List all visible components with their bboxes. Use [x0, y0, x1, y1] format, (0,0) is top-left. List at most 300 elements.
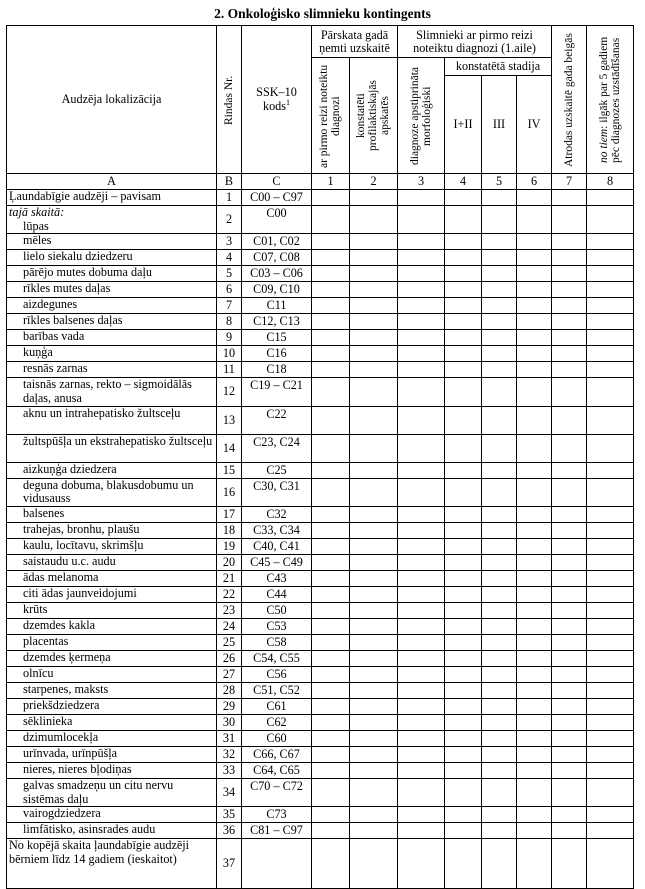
value-cell-col4[interactable] — [445, 730, 482, 746]
value-cell-col4[interactable] — [445, 506, 482, 522]
value-cell-col7[interactable] — [552, 282, 587, 298]
value-cell-col7[interactable] — [552, 378, 587, 406]
value-cell-col1[interactable] — [312, 666, 350, 682]
value-cell-col8[interactable] — [587, 234, 634, 250]
value-cell-col6[interactable] — [517, 434, 552, 462]
value-cell-col3[interactable] — [398, 618, 445, 634]
value-cell-col4[interactable] — [445, 314, 482, 330]
value-cell-col4[interactable] — [445, 346, 482, 362]
value-cell-col6[interactable] — [517, 634, 552, 650]
value-cell-col6[interactable] — [517, 746, 552, 762]
value-cell-col5[interactable] — [482, 478, 517, 506]
value-cell-col3[interactable] — [398, 698, 445, 714]
value-cell-col3[interactable] — [398, 462, 445, 478]
value-cell-col4[interactable] — [445, 538, 482, 554]
value-cell-col6[interactable] — [517, 682, 552, 698]
value-cell-col2[interactable] — [350, 282, 398, 298]
value-cell-col5[interactable] — [482, 634, 517, 650]
value-cell-col3[interactable] — [398, 478, 445, 506]
value-cell-col7[interactable] — [552, 823, 587, 839]
value-cell-col2[interactable] — [350, 406, 398, 434]
value-cell-col8[interactable] — [587, 746, 634, 762]
value-cell-col4[interactable] — [445, 602, 482, 618]
value-cell-col8[interactable] — [587, 206, 634, 234]
value-cell-col3[interactable] — [398, 362, 445, 378]
value-cell-col7[interactable] — [552, 346, 587, 362]
value-cell-col8[interactable] — [587, 618, 634, 634]
value-cell-col5[interactable] — [482, 586, 517, 602]
value-cell-col1[interactable] — [312, 807, 350, 823]
value-cell-col2[interactable] — [350, 314, 398, 330]
value-cell-col3[interactable] — [398, 266, 445, 282]
value-cell-col5[interactable] — [482, 250, 517, 266]
value-cell-col1[interactable] — [312, 634, 350, 650]
value-cell-col5[interactable] — [482, 807, 517, 823]
value-cell-col8[interactable] — [587, 462, 634, 478]
value-cell-col6[interactable] — [517, 602, 552, 618]
value-cell-col7[interactable] — [552, 730, 587, 746]
value-cell-col1[interactable] — [312, 434, 350, 462]
value-cell-col8[interactable] — [587, 378, 634, 406]
value-cell-col3[interactable] — [398, 586, 445, 602]
value-cell-col3[interactable] — [398, 807, 445, 823]
value-cell-col4[interactable] — [445, 554, 482, 570]
value-cell-col6[interactable] — [517, 650, 552, 666]
value-cell-col5[interactable] — [482, 538, 517, 554]
value-cell-col3[interactable] — [398, 682, 445, 698]
value-cell-col3[interactable] — [398, 730, 445, 746]
value-cell-col6[interactable] — [517, 714, 552, 730]
value-cell-col1[interactable] — [312, 746, 350, 762]
value-cell-col1[interactable] — [312, 330, 350, 346]
value-cell-col2[interactable] — [350, 634, 398, 650]
value-cell-col4[interactable] — [445, 298, 482, 314]
value-cell-col1[interactable] — [312, 762, 350, 778]
value-cell-col8[interactable] — [587, 282, 634, 298]
value-cell-col7[interactable] — [552, 762, 587, 778]
value-cell-col4[interactable] — [445, 478, 482, 506]
value-cell-col4[interactable] — [445, 330, 482, 346]
value-cell-col8[interactable] — [587, 250, 634, 266]
value-cell-col3[interactable] — [398, 602, 445, 618]
value-cell-col2[interactable] — [350, 807, 398, 823]
value-cell-col8[interactable] — [587, 762, 634, 778]
value-cell-col8[interactable] — [587, 698, 634, 714]
value-cell-col5[interactable] — [482, 666, 517, 682]
value-cell-col2[interactable] — [350, 190, 398, 206]
value-cell-col8[interactable] — [587, 682, 634, 698]
value-cell-col2[interactable] — [350, 730, 398, 746]
value-cell-col6[interactable] — [517, 570, 552, 586]
value-cell-col7[interactable] — [552, 234, 587, 250]
value-cell-col3[interactable] — [398, 434, 445, 462]
value-cell-col1[interactable] — [312, 522, 350, 538]
value-cell-col3[interactable] — [398, 234, 445, 250]
value-cell-col2[interactable] — [350, 554, 398, 570]
value-cell-col4[interactable] — [445, 682, 482, 698]
value-cell-col3[interactable] — [398, 522, 445, 538]
value-cell-col7[interactable] — [552, 330, 587, 346]
value-cell-col6[interactable] — [517, 314, 552, 330]
value-cell-col3[interactable] — [398, 314, 445, 330]
value-cell-col3[interactable] — [398, 346, 445, 362]
value-cell-col8[interactable] — [587, 314, 634, 330]
value-cell-col2[interactable] — [350, 462, 398, 478]
value-cell-col4[interactable] — [445, 839, 482, 889]
value-cell-col6[interactable] — [517, 666, 552, 682]
value-cell-col7[interactable] — [552, 746, 587, 762]
value-cell-col4[interactable] — [445, 250, 482, 266]
value-cell-col5[interactable] — [482, 206, 517, 234]
value-cell-col6[interactable] — [517, 839, 552, 889]
value-cell-col7[interactable] — [552, 570, 587, 586]
value-cell-col8[interactable] — [587, 506, 634, 522]
value-cell-col5[interactable] — [482, 462, 517, 478]
value-cell-col1[interactable] — [312, 298, 350, 314]
value-cell-col2[interactable] — [350, 506, 398, 522]
value-cell-col8[interactable] — [587, 714, 634, 730]
value-cell-col2[interactable] — [350, 714, 398, 730]
value-cell-col6[interactable] — [517, 282, 552, 298]
value-cell-col8[interactable] — [587, 190, 634, 206]
value-cell-col4[interactable] — [445, 190, 482, 206]
value-cell-col3[interactable] — [398, 190, 445, 206]
value-cell-col2[interactable] — [350, 330, 398, 346]
value-cell-col7[interactable] — [552, 314, 587, 330]
value-cell-col4[interactable] — [445, 206, 482, 234]
value-cell-col8[interactable] — [587, 666, 634, 682]
value-cell-col7[interactable] — [552, 586, 587, 602]
value-cell-col7[interactable] — [552, 682, 587, 698]
value-cell-col7[interactable] — [552, 698, 587, 714]
row-label: rīkles mutes daļas — [7, 282, 217, 298]
value-cell-col3[interactable] — [398, 570, 445, 586]
value-cell-col3[interactable] — [398, 506, 445, 522]
value-cell-col3[interactable] — [398, 666, 445, 682]
value-cell-col6[interactable] — [517, 762, 552, 778]
value-cell-col1[interactable] — [312, 839, 350, 889]
value-cell-col6[interactable] — [517, 378, 552, 406]
value-cell-col2[interactable] — [350, 266, 398, 282]
value-cell-col4[interactable] — [445, 618, 482, 634]
value-cell-col3[interactable] — [398, 282, 445, 298]
value-cell-col5[interactable] — [482, 839, 517, 889]
value-cell-col5[interactable] — [482, 522, 517, 538]
value-cell-col8[interactable] — [587, 807, 634, 823]
value-cell-col4[interactable] — [445, 406, 482, 434]
value-cell-col4[interactable] — [445, 698, 482, 714]
value-cell-col2[interactable] — [350, 250, 398, 266]
value-cell-col7[interactable] — [552, 190, 587, 206]
value-cell-col5[interactable] — [482, 266, 517, 282]
value-cell-col3[interactable] — [398, 839, 445, 889]
value-cell-col2[interactable] — [350, 570, 398, 586]
value-cell-col7[interactable] — [552, 666, 587, 682]
value-cell-col5[interactable] — [482, 298, 517, 314]
value-cell-col3[interactable] — [398, 823, 445, 839]
value-cell-col4[interactable] — [445, 282, 482, 298]
value-cell-col7[interactable] — [552, 266, 587, 282]
value-cell-col8[interactable] — [587, 330, 634, 346]
value-cell-col5[interactable] — [482, 434, 517, 462]
value-cell-col6[interactable] — [517, 190, 552, 206]
value-cell-col5[interactable] — [482, 234, 517, 250]
value-cell-col4[interactable] — [445, 807, 482, 823]
value-cell-col6[interactable] — [517, 298, 552, 314]
value-cell-col3[interactable] — [398, 714, 445, 730]
value-cell-col1[interactable] — [312, 282, 350, 298]
value-cell-col4[interactable] — [445, 362, 482, 378]
value-cell-col8[interactable] — [587, 298, 634, 314]
value-cell-col5[interactable] — [482, 282, 517, 298]
value-cell-col5[interactable] — [482, 570, 517, 586]
value-cell-col8[interactable] — [587, 266, 634, 282]
header-col2: konstatēti profilaktiskajās apskatēs — [350, 58, 398, 174]
value-cell-col5[interactable] — [482, 406, 517, 434]
value-cell-col5[interactable] — [482, 698, 517, 714]
value-cell-col2[interactable] — [350, 522, 398, 538]
value-cell-col5[interactable] — [482, 618, 517, 634]
value-cell-col1[interactable] — [312, 314, 350, 330]
value-cell-col6[interactable] — [517, 730, 552, 746]
value-cell-col2[interactable] — [350, 206, 398, 234]
value-cell-col4[interactable] — [445, 586, 482, 602]
table-row — [7, 762, 634, 778]
value-cell-col6[interactable] — [517, 506, 552, 522]
value-cell-col1[interactable] — [312, 478, 350, 506]
value-cell-col2[interactable] — [350, 618, 398, 634]
value-cell-col1[interactable] — [312, 266, 350, 282]
value-cell-col7[interactable] — [552, 362, 587, 378]
value-cell-col1[interactable] — [312, 554, 350, 570]
value-cell-col2[interactable] — [350, 650, 398, 666]
value-cell-col7[interactable] — [552, 434, 587, 462]
value-cell-col2[interactable] — [350, 839, 398, 889]
value-cell-col7[interactable] — [552, 714, 587, 730]
value-cell-col3[interactable] — [398, 298, 445, 314]
value-cell-col5[interactable] — [482, 330, 517, 346]
value-cell-col5[interactable] — [482, 823, 517, 839]
value-cell-col1[interactable] — [312, 823, 350, 839]
value-cell-col8[interactable] — [587, 839, 634, 889]
value-cell-col3[interactable] — [398, 746, 445, 762]
value-cell-col3[interactable] — [398, 554, 445, 570]
value-cell-col1[interactable] — [312, 190, 350, 206]
value-cell-col5[interactable] — [482, 378, 517, 406]
value-cell-col8[interactable] — [587, 570, 634, 586]
value-cell-col5[interactable] — [482, 346, 517, 362]
value-cell-col6[interactable] — [517, 234, 552, 250]
value-cell-col2[interactable] — [350, 746, 398, 762]
value-cell-col4[interactable] — [445, 570, 482, 586]
value-cell-col6[interactable] — [517, 807, 552, 823]
value-cell-col2[interactable] — [350, 362, 398, 378]
value-cell-col2[interactable] — [350, 698, 398, 714]
value-cell-col6[interactable] — [517, 406, 552, 434]
value-cell-col2[interactable] — [350, 778, 398, 806]
value-cell-col3[interactable] — [398, 378, 445, 406]
value-cell-col4[interactable] — [445, 762, 482, 778]
value-cell-col7[interactable] — [552, 650, 587, 666]
value-cell-col7[interactable] — [552, 522, 587, 538]
value-cell-col2[interactable] — [350, 762, 398, 778]
value-cell-col6[interactable] — [517, 554, 552, 570]
value-cell-col2[interactable] — [350, 478, 398, 506]
value-cell-col8[interactable] — [587, 362, 634, 378]
value-cell-col7[interactable] — [552, 807, 587, 823]
value-cell-col7[interactable] — [552, 554, 587, 570]
value-cell-col1[interactable] — [312, 378, 350, 406]
value-cell-col8[interactable] — [587, 730, 634, 746]
value-cell-col4[interactable] — [445, 378, 482, 406]
value-cell-col7[interactable] — [552, 406, 587, 434]
value-cell-col8[interactable] — [587, 554, 634, 570]
value-cell-col3[interactable] — [398, 762, 445, 778]
value-cell-col4[interactable] — [445, 746, 482, 762]
value-cell-col8[interactable] — [587, 823, 634, 839]
value-cell-col7[interactable] — [552, 618, 587, 634]
value-cell-col8[interactable] — [587, 634, 634, 650]
value-cell-col1[interactable] — [312, 346, 350, 362]
value-cell-col6[interactable] — [517, 586, 552, 602]
value-cell-col1[interactable] — [312, 714, 350, 730]
table-row — [7, 190, 634, 206]
value-cell-col7[interactable] — [552, 538, 587, 554]
value-cell-col8[interactable] — [587, 586, 634, 602]
value-cell-col6[interactable] — [517, 250, 552, 266]
value-cell-col2[interactable] — [350, 682, 398, 698]
value-cell-col5[interactable] — [482, 190, 517, 206]
value-cell-col5[interactable] — [482, 730, 517, 746]
value-cell-col8[interactable] — [587, 434, 634, 462]
value-cell-col4[interactable] — [445, 634, 482, 650]
value-cell-col5[interactable] — [482, 362, 517, 378]
value-cell-col6[interactable] — [517, 778, 552, 806]
value-cell-col5[interactable] — [482, 682, 517, 698]
value-cell-col1[interactable] — [312, 206, 350, 234]
value-cell-col6[interactable] — [517, 538, 552, 554]
value-cell-col4[interactable] — [445, 823, 482, 839]
value-cell-col5[interactable] — [482, 314, 517, 330]
value-cell-col3[interactable] — [398, 538, 445, 554]
value-cell-col4[interactable] — [445, 522, 482, 538]
value-cell-col4[interactable] — [445, 234, 482, 250]
value-cell-col5[interactable] — [482, 602, 517, 618]
value-cell-col6[interactable] — [517, 346, 552, 362]
value-cell-col6[interactable] — [517, 206, 552, 234]
value-cell-col7[interactable] — [552, 506, 587, 522]
value-cell-col7[interactable] — [552, 462, 587, 478]
value-cell-col7[interactable] — [552, 478, 587, 506]
value-cell-col6[interactable] — [517, 522, 552, 538]
value-cell-col3[interactable] — [398, 206, 445, 234]
value-cell-col4[interactable] — [445, 266, 482, 282]
value-cell-col6[interactable] — [517, 618, 552, 634]
value-cell-col5[interactable] — [482, 746, 517, 762]
value-cell-col5[interactable] — [482, 554, 517, 570]
value-cell-col3[interactable] — [398, 634, 445, 650]
value-cell-col8[interactable] — [587, 478, 634, 506]
value-cell-col1[interactable] — [312, 538, 350, 554]
value-cell-col2[interactable] — [350, 234, 398, 250]
value-cell-col8[interactable] — [587, 346, 634, 362]
value-cell-col2[interactable] — [350, 378, 398, 406]
value-cell-col7[interactable] — [552, 839, 587, 889]
value-cell-col2[interactable] — [350, 602, 398, 618]
value-cell-col3[interactable] — [398, 406, 445, 434]
value-cell-col6[interactable] — [517, 698, 552, 714]
value-cell-col2[interactable] — [350, 434, 398, 462]
value-cell-col1[interactable] — [312, 506, 350, 522]
value-cell-col6[interactable] — [517, 330, 552, 346]
value-cell-col4[interactable] — [445, 650, 482, 666]
value-cell-col5[interactable] — [482, 650, 517, 666]
value-cell-col7[interactable] — [552, 250, 587, 266]
value-cell-col1[interactable] — [312, 618, 350, 634]
value-cell-col1[interactable] — [312, 362, 350, 378]
value-cell-col4[interactable] — [445, 462, 482, 478]
value-cell-col6[interactable] — [517, 362, 552, 378]
value-cell-col7[interactable] — [552, 778, 587, 806]
value-cell-col7[interactable] — [552, 634, 587, 650]
value-cell-col2[interactable] — [350, 823, 398, 839]
value-cell-col5[interactable] — [482, 778, 517, 806]
value-cell-col8[interactable] — [587, 778, 634, 806]
value-cell-col1[interactable] — [312, 778, 350, 806]
value-cell-col4[interactable] — [445, 434, 482, 462]
value-cell-col7[interactable] — [552, 298, 587, 314]
value-cell-col4[interactable] — [445, 714, 482, 730]
value-cell-col8[interactable] — [587, 522, 634, 538]
value-cell-col5[interactable] — [482, 762, 517, 778]
value-cell-col6[interactable] — [517, 462, 552, 478]
value-cell-col2[interactable] — [350, 346, 398, 362]
value-cell-col8[interactable] — [587, 602, 634, 618]
value-cell-col2[interactable] — [350, 298, 398, 314]
value-cell-col2[interactable] — [350, 666, 398, 682]
value-cell-col3[interactable] — [398, 778, 445, 806]
value-cell-col8[interactable] — [587, 406, 634, 434]
value-cell-col1[interactable] — [312, 250, 350, 266]
value-cell-col1[interactable] — [312, 234, 350, 250]
value-cell-col2[interactable] — [350, 538, 398, 554]
value-cell-col7[interactable] — [552, 602, 587, 618]
value-cell-col1[interactable] — [312, 682, 350, 698]
value-cell-col1[interactable] — [312, 698, 350, 714]
value-cell-col3[interactable] — [398, 330, 445, 346]
value-cell-col1[interactable] — [312, 586, 350, 602]
value-cell-col1[interactable] — [312, 730, 350, 746]
value-cell-col6[interactable] — [517, 266, 552, 282]
value-cell-col8[interactable] — [587, 650, 634, 666]
value-cell-col1[interactable] — [312, 462, 350, 478]
value-cell-col5[interactable] — [482, 714, 517, 730]
value-cell-col2[interactable] — [350, 586, 398, 602]
value-cell-col3[interactable] — [398, 650, 445, 666]
value-cell-col3[interactable] — [398, 250, 445, 266]
value-cell-col1[interactable] — [312, 602, 350, 618]
value-cell-col4[interactable] — [445, 666, 482, 682]
value-cell-col8[interactable] — [587, 538, 634, 554]
value-cell-col1[interactable] — [312, 406, 350, 434]
value-cell-col7[interactable] — [552, 206, 587, 234]
value-cell-col6[interactable] — [517, 823, 552, 839]
value-cell-col5[interactable] — [482, 506, 517, 522]
value-cell-col1[interactable] — [312, 650, 350, 666]
value-cell-col4[interactable] — [445, 778, 482, 806]
value-cell-col6[interactable] — [517, 478, 552, 506]
value-cell-col1[interactable] — [312, 570, 350, 586]
